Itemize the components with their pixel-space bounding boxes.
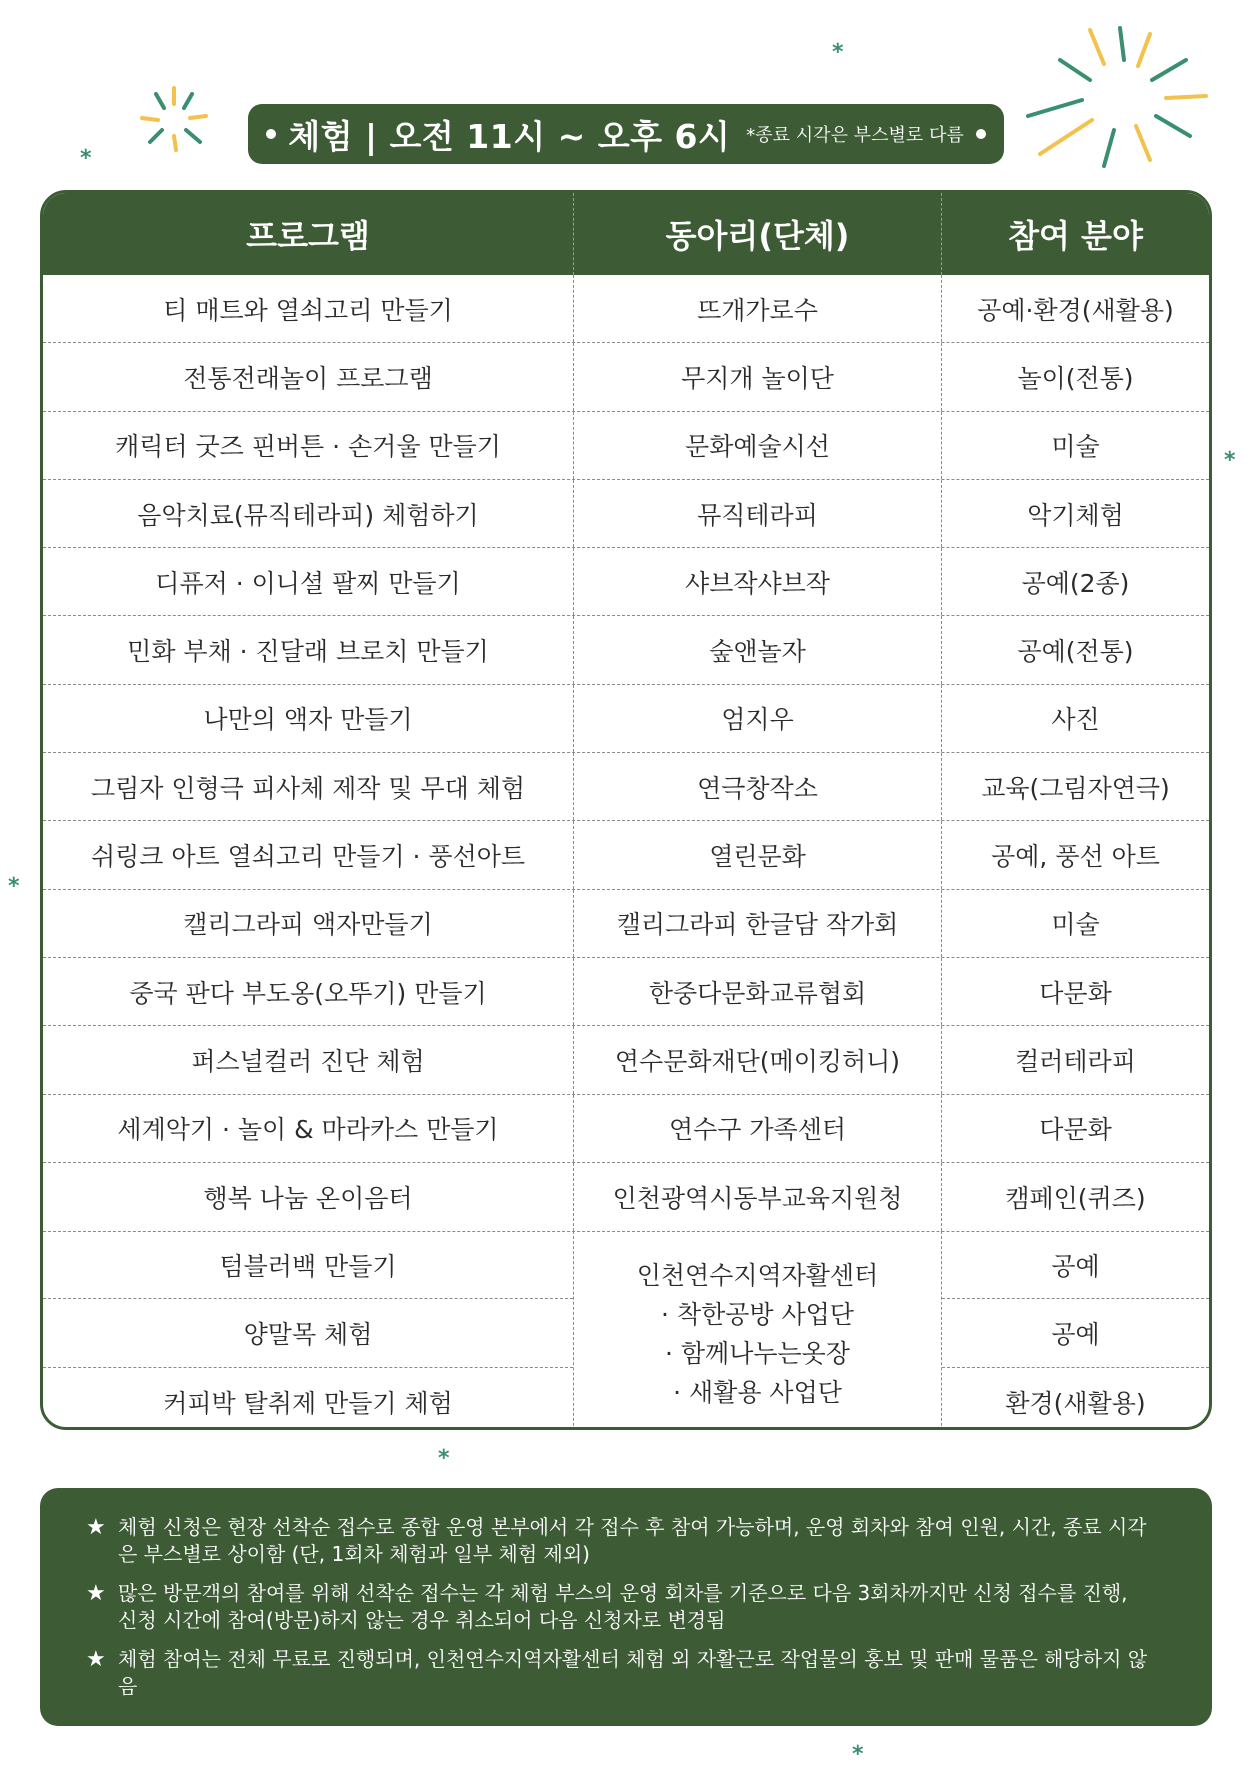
firework-left-icon <box>134 80 214 160</box>
table-cell-program: 전통전래놀이 프로그램 <box>183 363 433 393</box>
table-body <box>43 275 1209 1231</box>
table-cell-club: 한중다문화교류협회 <box>573 958 941 1025</box>
table-cell-field: 환경(새활용) <box>1005 1388 1146 1418</box>
schedule-banner <box>248 104 1004 164</box>
table-cell-club: 엄지우 <box>573 685 941 752</box>
table-cell-club: 뮤직테라피 <box>573 480 941 547</box>
table-row <box>43 753 1209 821</box>
table-header <box>43 193 1209 275</box>
table-row <box>43 616 1209 684</box>
table-cell-field: 미술 <box>941 890 1209 957</box>
table-cell-program: 중국 판다 부도옹(오뚜기) 만들기 <box>129 978 487 1008</box>
table-cell-program: 나만의 액자 만들기 <box>203 705 413 735</box>
table-cell-field: 다문화 <box>941 958 1209 1025</box>
bullet-dot-icon <box>266 129 276 139</box>
bullet-dot-icon <box>976 129 986 139</box>
table-row <box>43 1163 1209 1231</box>
table-cell-field: 공예 <box>942 1299 1209 1367</box>
schedule-note: *종료 시각은 부스별로 다름 <box>746 125 964 146</box>
table-cell-club: 연수구 가족센터 <box>573 1095 941 1162</box>
star-bullet-icon: ★ <box>86 1581 106 1606</box>
star-icon: * <box>80 146 92 171</box>
table-cell-program: 퍼스널컬러 진단 체험 <box>191 1046 425 1076</box>
row-divider <box>43 1231 1209 1232</box>
table-cell-program: 세계악기 · 놀이 & 마라카스 만들기 <box>117 1115 499 1145</box>
club-line: · 새활용 사업단 <box>673 1377 842 1407</box>
table-cell-club: 뜨개가로수 <box>573 275 941 342</box>
table-cell-club-merged <box>574 1231 941 1430</box>
table-row <box>43 685 1209 753</box>
table-cell-field: 캠페인(퀴즈) <box>941 1163 1209 1231</box>
note-text: 체험 신청은 현장 선착순 접수로 종합 운영 본부에서 각 접수 후 참여 가능하며, 운영 회차와 참여 인원, 시간, 종료 시각은 부스별로 상이함 (단, 1회차 체험과 일부 체험 제외) <box>118 1515 1147 1566</box>
table-cell-club: 문화예술시선 <box>573 412 941 479</box>
column-header-program: 프로그램 <box>246 217 370 255</box>
table-cell-program: 디퓨저 · 이니셜 팔찌 만들기 <box>155 568 461 598</box>
table-cell-program: 그림자 인형극 피사체 제작 및 무대 체험 <box>90 773 526 803</box>
table-cell-field: 공예, 풍선 아트 <box>941 821 1209 888</box>
column-header-field: 참여 분야 <box>941 193 1209 275</box>
merged-program-column <box>43 1231 573 1430</box>
star-icon: * <box>852 1742 864 1767</box>
program-table <box>40 190 1212 1430</box>
table-cell-field: 공예·환경(새활용) <box>941 275 1209 342</box>
table-cell-program: 캘리그라피 액자만들기 <box>183 910 433 940</box>
club-line: · 착한공방 사업단 <box>661 1299 854 1329</box>
table-row <box>43 890 1209 958</box>
table-cell-club: 숲앤놀자 <box>573 616 941 683</box>
column-header-club: 동아리(단체) <box>573 193 941 275</box>
table-cell-field: 다문화 <box>941 1095 1209 1162</box>
star-icon: * <box>1224 448 1236 473</box>
table-cell-field: 사진 <box>941 685 1209 752</box>
star-icon: * <box>8 874 20 899</box>
merged-rows <box>43 1231 1209 1430</box>
table-cell-program: 쉬링크 아트 열쇠고리 만들기 · 풍선아트 <box>90 842 526 872</box>
table-cell-field: 놀이(전통) <box>941 343 1209 410</box>
table-cell-field: 악기체험 <box>941 480 1209 547</box>
table-cell-program: 행복 나눔 온이음터 <box>203 1184 413 1213</box>
note-item <box>86 1646 1152 1700</box>
table-cell-program: 티 매트와 열쇠고리 만들기 <box>163 295 453 325</box>
table-cell-field: 교육(그림자연극) <box>941 753 1209 820</box>
table-cell-program: 음악치료(뮤직테라피) 체험하기 <box>137 500 479 530</box>
schedule-title: 체험 | 오전 11시 ~ 오후 6시 <box>288 116 731 156</box>
note-text: 체험 참여는 전체 무료로 진행되며, 인천연수지역자활센터 체험 외 자활근로 작업물의 홍보 및 판매 물품은 해당하지 않음 <box>118 1647 1148 1698</box>
note-text: 많은 방문객의 참여를 위해 선착순 접수는 각 체험 부스의 운영 회차를 기준으로 다음 3회차까지만 신청 접수를 진행, 신청 시간에 참여(방문)하지 않는 경우 취소되어 다음 신청자로 변경됨 <box>118 1581 1128 1632</box>
table-cell-program: 커피박 탈취제 만들기 체험 <box>163 1388 453 1418</box>
table-cell-program: 텀블러백 만들기 <box>43 1231 573 1299</box>
table-cell-club: 열린문화 <box>573 821 941 888</box>
table-cell-club: 인천광역시동부교육지원청 <box>573 1163 941 1231</box>
table-row <box>43 343 1209 411</box>
club-line: · 함께나누는옷장 <box>665 1338 850 1368</box>
table-cell-field: 컬러테라피 <box>941 1026 1209 1093</box>
note-item <box>86 1580 1152 1634</box>
table-cell-program: 캐릭터 굿즈 핀버튼 · 손거울 만들기 <box>115 432 501 462</box>
table-cell-field: 미술 <box>941 412 1209 479</box>
star-bullet-icon: ★ <box>86 1647 106 1672</box>
firework-right-icon <box>1020 20 1210 170</box>
table-row <box>43 480 1209 548</box>
merged-club-column <box>573 1231 941 1430</box>
table-row <box>43 275 1209 343</box>
table-row <box>43 412 1209 480</box>
table-cell-club: 연극창작소 <box>573 753 941 820</box>
table-cell-club: 연수문화재단(메이킹허니) <box>573 1026 941 1093</box>
table-cell-program: 민화 부채 · 진달래 브로치 만들기 <box>127 637 489 667</box>
star-icon: * <box>832 40 844 65</box>
table-cell-field: 공예(전통) <box>941 616 1209 683</box>
club-line: 인천연수지역자활센터 <box>636 1260 879 1290</box>
merged-field-column <box>941 1231 1209 1430</box>
table-row <box>43 1026 1209 1094</box>
notes-box <box>40 1488 1212 1726</box>
table-row <box>43 958 1209 1026</box>
table-row <box>43 548 1209 616</box>
table-row <box>43 821 1209 889</box>
star-icon: * <box>438 1446 450 1471</box>
star-bullet-icon: ★ <box>86 1515 106 1540</box>
table-cell-program: 양말목 체험 <box>43 1299 573 1367</box>
table-cell-club: 캘리그라피 한글담 작가회 <box>573 890 941 957</box>
note-item <box>86 1514 1152 1568</box>
table-row <box>43 1095 1209 1163</box>
table-cell-club: 무지개 놀이단 <box>573 343 941 410</box>
table-cell-club: 샤브작샤브작 <box>573 548 941 615</box>
table-cell-field: 공예 <box>942 1231 1209 1299</box>
table-cell-field: 공예(2종) <box>941 548 1209 615</box>
